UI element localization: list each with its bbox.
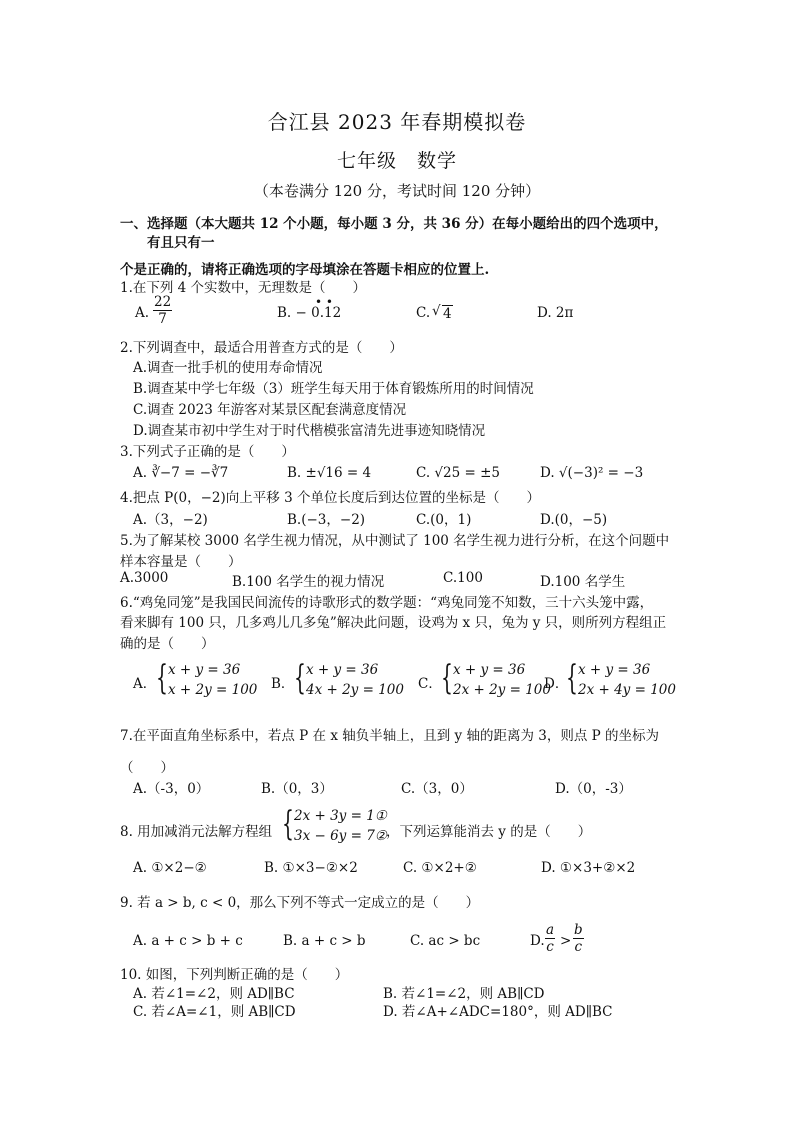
q2-option-a: A.调查一批手机的使用寿命情况	[133, 360, 323, 376]
q9-option-c: C. ac > bc	[410, 933, 481, 949]
q6-a-eq1: x + y = 36	[168, 662, 241, 678]
q6-b-eq1: x + y = 36	[306, 662, 379, 678]
q6-c-eq1: x + y = 36	[453, 662, 526, 678]
q10-option-a: A. 若∠1=∠2，则 AD∥BC	[133, 986, 295, 1002]
q1-a-label: A.	[135, 305, 150, 321]
q6-stem-line3: 确的是（ ）	[120, 636, 215, 652]
q1-option-b: B. − 0.12	[277, 305, 342, 321]
q9-d-label: D.	[530, 933, 545, 949]
q6-c-eq2: 2x + 2y = 100	[453, 682, 551, 698]
q6-c-label: C．	[418, 676, 442, 692]
q8-stem-post: ，下列运算能消去 y 的是（ ）	[386, 824, 592, 840]
q9-d-den2: c	[574, 939, 583, 955]
q5-option-a: A.3000	[120, 570, 169, 586]
q7-stem-line2: （ ）	[120, 760, 174, 776]
q6-stem-line1: 6.“鸡兔同笼”是我国民间流传的诗歌形式的数学题：“鸡兔同笼不知数，三十六头笼中露，	[120, 595, 654, 611]
q1-b-repeat-dots: • •	[315, 295, 333, 309]
q7-option-a: A.（-3，0）	[133, 781, 210, 797]
exam-note: （本卷满分 120 分，考试时间 120 分钟）	[253, 182, 541, 200]
q8-eq1: 2x + 3y = 1①	[294, 808, 387, 824]
q7-option-b: B.（0，3）	[261, 781, 333, 797]
q9-d-num2: b	[574, 922, 583, 938]
q9-d-operator: >	[560, 933, 572, 949]
q8-eq2: 3x − 6y = 7②	[294, 828, 387, 844]
q2-option-c: C.调查 2023 年游客对某景区配套满意度情况	[133, 402, 407, 418]
q7-option-c: C.（3，0）	[401, 781, 473, 797]
q1-stem: 1.在下列 4 个实数中，无理数是（ ）	[120, 280, 367, 296]
q9-option-b: B. a + c > b	[283, 933, 366, 949]
q6-d-eq1: x + y = 36	[578, 662, 651, 678]
q4-option-c: C.(0，1)	[416, 512, 472, 528]
section-heading-line2: 有且只有一	[147, 235, 215, 251]
q6-d-label: D．	[544, 676, 569, 692]
q1-a-fraction	[153, 294, 172, 327]
q9-d-num1: a	[546, 922, 555, 938]
q1-c-sqrt-sign: √	[432, 303, 441, 319]
q5-option-d: D.100 名学生	[540, 574, 626, 590]
q10-stem: 10. 如图，下列判断正确的是（ ）	[120, 967, 349, 983]
q6-stem-line2: 看来脚有 100 只，几多鸡儿几多兔”解决此问题，设鸡为 x 只，兔为 y 只，则所列方程组正	[120, 615, 667, 631]
q7-option-d: D.（0，-3）	[555, 781, 632, 797]
q1-option-d: D. 2π	[537, 305, 574, 321]
q6-a-brace: {	[156, 658, 168, 698]
q9-d-fraction-right	[573, 922, 584, 955]
q6-b-label: B．	[271, 676, 295, 692]
q5-stem-line2: 样本容量是（ ）	[120, 554, 242, 570]
q2-stem: 2.下列调查中，最适合用普查方式的是（ ）	[120, 340, 403, 356]
q6-d-brace: {	[566, 658, 578, 698]
q6-a-eq2: x + 2y = 100	[168, 682, 258, 698]
q8-option-c: C. ①×2+②	[403, 860, 477, 876]
exam-title: 合江县 2023 年春期模拟卷	[267, 110, 527, 134]
q7-stem-line1: 7.在平面直角坐标系中，若点 P 在 x 轴负半轴上，且到 y 轴的距离为 3，则点 P 的坐标为	[120, 728, 659, 744]
q5-stem-line1: 5.为了解某校 3000 名学生视力情况，从中测试了 100 名学生视力进行分析，在这个问题中	[120, 533, 670, 549]
q1-c-radicand: 4	[443, 306, 452, 322]
q9-stem: 9. 若 a > b, c < 0，那么下列不等式一定成立的是（ ）	[120, 895, 480, 911]
q6-a-label: A．	[133, 676, 157, 692]
q4-option-a: A.（3，−2)	[133, 512, 208, 528]
q2-option-d: D.调查某市初中学生对于时代楷模张富清先进事迹知晓情况	[133, 423, 486, 439]
q9-d-den1: c	[546, 939, 554, 955]
q3-option-d: D. √(−3)² = −3	[540, 465, 644, 481]
q3-option-b: B. ±√16 = 4	[287, 465, 372, 481]
q1-c-label: C.	[416, 305, 431, 321]
q6-b-eq2: 4x + 2y = 100	[306, 682, 404, 698]
q9-option-a: A. a + c > b + c	[133, 933, 243, 949]
q10-option-c: C. 若∠A=∠1，则 AB∥CD	[133, 1004, 296, 1020]
q4-option-b: B.(−3，−2)	[287, 512, 366, 528]
q3-option-a: A. ∛−7 = −∛7	[133, 465, 229, 481]
q8-option-a: A. ①×2−②	[133, 860, 207, 876]
q6-b-brace: {	[294, 658, 306, 698]
q9-d-fraction-left	[545, 922, 555, 955]
q4-option-d: D.(0，−5)	[540, 512, 608, 528]
q5-option-c: C.100	[443, 570, 483, 586]
q3-stem: 3.下列式子正确的是（ ）	[120, 444, 295, 460]
q8-stem-pre: 8. 用加减消元法解方程组	[120, 824, 273, 840]
section-heading-line3: 个是正确的，请将正确选项的字母填涂在答题卡相应的位置上.	[120, 262, 490, 278]
q10-option-b: B. 若∠1=∠2，则 AB∥CD	[383, 986, 545, 1002]
exam-subtitle: 七年级 数学	[336, 150, 457, 172]
q6-c-brace: {	[441, 658, 453, 698]
q8-option-b: B. ①×3−②×2	[264, 860, 358, 876]
q1-a-numerator: 22	[154, 294, 172, 310]
q6-d-eq2: 2x + 4y = 100	[578, 682, 676, 698]
q5-option-b: B.100 名学生的视力情况	[232, 574, 385, 590]
q10-option-d: D. 若∠A+∠ADC=180°，则 AD∥BC	[383, 1004, 613, 1020]
q1-a-denominator: 7	[158, 311, 167, 327]
q4-stem: 4.把点 P(0，−2)向上平移 3 个单位长度后到达位置的坐标是（ ）	[120, 490, 540, 506]
q8-brace: {	[282, 804, 294, 844]
q8-option-d: D. ①×3+②×2	[541, 860, 636, 876]
q3-option-c: C. √25 = ±5	[416, 465, 501, 481]
section-heading-line1: 一、选择题（本大题共 12 个小题，每小题 3 分，共 36 分）在每小题给出的四个选项中，	[120, 216, 668, 232]
q2-option-b: B.调查某中学七年级（3）班学生每天用于体育锻炼所用的时间情况	[133, 381, 534, 397]
